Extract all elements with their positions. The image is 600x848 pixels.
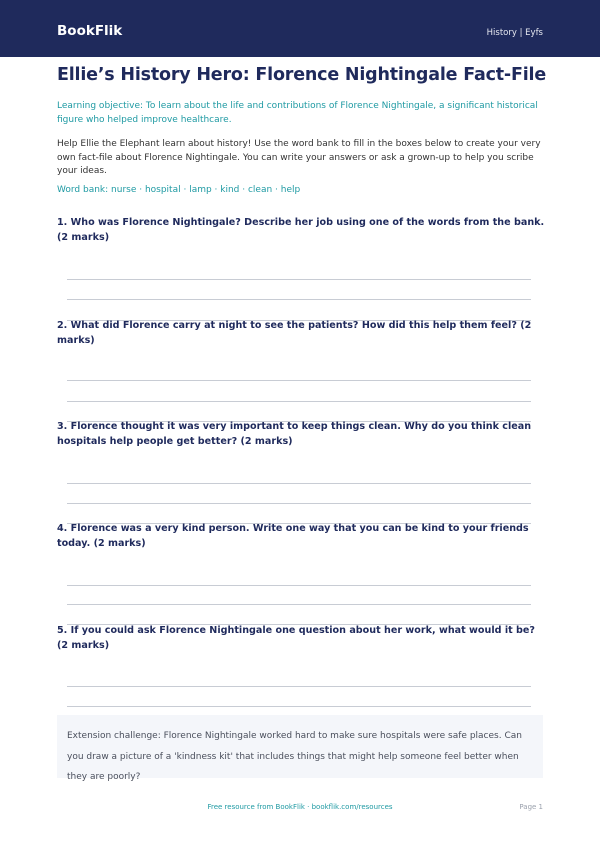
question-3: 3. Florence thought it was very important to keep things clean. Why do you think clean hospitals help people get better? (2 marks) — [57, 421, 532, 447]
top-banner — [0, 0, 600, 57]
answer-line[interactable] — [67, 380, 531, 381]
answer-line[interactable] — [67, 401, 531, 402]
answer-line[interactable] — [67, 503, 531, 504]
question-4: 4. Florence was a very kind person. Write one way that you can be kind to your friends today. (2 marks) — [57, 523, 529, 549]
brand-logo[interactable]: BookFlik — [57, 23, 123, 39]
question-5: 5. If you could ask Florence Nightingale one question about her work, what would it be? (2 marks) — [57, 625, 535, 651]
page-title: Ellie’s History Hero: Florence Nightingale Fact-File — [57, 65, 546, 85]
page-number: Page 1 — [519, 803, 543, 811]
learning-objective: Learning objective: To learn about the life and contributions of Florence Nightingale, a significant historical figure who helped improve healthcare. — [57, 101, 538, 125]
answer-line[interactable] — [67, 483, 531, 484]
question-1: 1. Who was Florence Nightingale? Describe her job using one of the words from the bank. (2 marks) — [57, 217, 545, 243]
extension-box — [57, 715, 543, 782]
answer-line[interactable] — [67, 686, 531, 687]
question-2: 2. What did Florence carry at night to see the patients? How did this help them feel? (2 marks) — [57, 320, 532, 346]
answer-line[interactable] — [67, 299, 531, 300]
intro-paragraph: Help Ellie the Elephant learn about history! Use the word bank to fill in the boxes below to create your very own fact-file about Florence Nightingale. You can write your answers or ask a grown-up to help you scribe your ideas. — [57, 139, 541, 176]
extension-text: Extension challenge: Florence Nightingale worked hard to make sure hospitals were safe places. Can you draw a picture of a 'kindness kit' that includes things that might help someone feel better when they are poorly? — [67, 731, 522, 782]
answer-line[interactable] — [67, 585, 531, 586]
word-bank: Word bank: nurse · hospital · lamp · kind · clean · help — [57, 185, 301, 195]
answer-line[interactable] — [67, 604, 531, 605]
answer-line[interactable] — [67, 279, 531, 280]
footer-link[interactable]: Free resource from BookFlik · bookflik.com/resources — [207, 803, 393, 811]
answer-line[interactable] — [67, 706, 531, 707]
breadcrumb[interactable]: History | Eyfs — [486, 28, 543, 38]
